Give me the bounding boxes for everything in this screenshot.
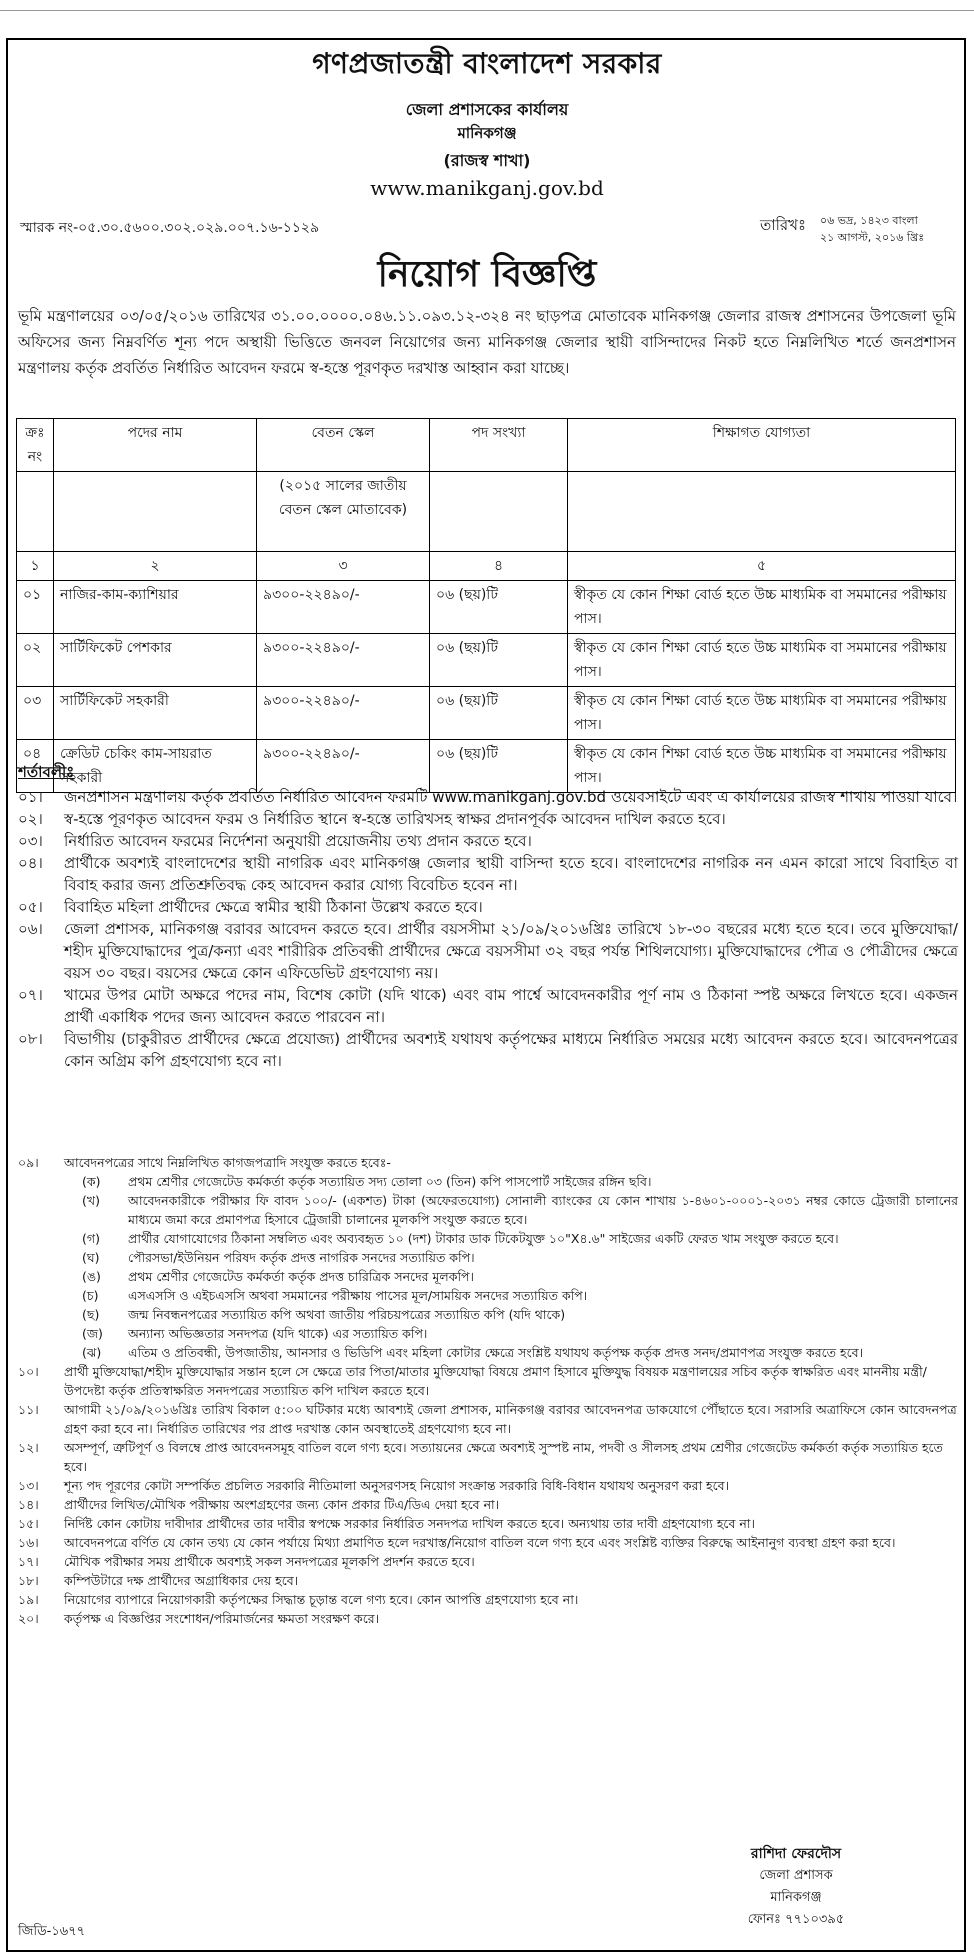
term-item xyxy=(18,1609,958,1628)
row-qualification: স্বীকৃত যে কোন শিক্ষা বোর্ড হতে উচ্চ মাধ্যমিক বা সমমানের পরীক্ষায় পাস। xyxy=(568,634,956,687)
sub-text: এতিম ও প্রতিবন্ধী, উপজাতীয়, আনসার ও ভিডিপি এবং মহিলা কোটার ক্ষেত্রে সংশ্লিষ্ট যথাযথ কর্তৃপক্ষ কর্তৃক প্রদত্ত সনদ/প্রমাণপত্র সংযুক্ত করতে হবে। xyxy=(128,1345,864,1360)
sub-text: এসএসসি ও এইচএসসি অথবা সমমানের পরীক্ষায় পাসের মূল/সাময়িক সনদের সত্যায়িত কপি। xyxy=(128,1288,588,1303)
term-number: ১৯। xyxy=(18,1592,39,1607)
term-text: কর্তৃপক্ষ এ বিজ্ঞপ্তির সংশোধন/পরিমার্জনের ক্ষমতা সংরক্ষণ করে। xyxy=(64,1611,380,1626)
row-scale: ৯৩০০-২২৪৯০/- xyxy=(257,634,430,687)
table-scale-note-row xyxy=(17,472,956,552)
sub-text: আবেদনকারীকে পরীক্ষার ফি বাবদ ১০০/- (একশত) টাকা (অফেরতযোগ্য) সোনালী ব্যাংকের যে কোন শাখায় ১-৪৬০১-০০০১-২০৩১ নম্বর কোডে ট্রেজারী চালানের মাধ্যমে জমা করে প্রমাণপত্র হিসাবে ট্রেজারী চালানের মূলকপি সংযুক্ত করতে হবে। xyxy=(128,1193,958,1227)
row-post: ক্রেডিট চেকিং কাম-সায়রাত সহকারী xyxy=(54,740,257,793)
term-text: নির্ধারিত আবেদন ফরমের নির্দেশনা অনুযায়ী প্রয়োজনীয় তথ্য প্রদান করতে হবে। xyxy=(64,832,532,850)
table-row xyxy=(17,581,956,634)
term-number: ১৬। xyxy=(18,1535,39,1550)
sub-item xyxy=(64,1286,958,1305)
signatory-name: রাশিদা ফেরদৌস xyxy=(750,1846,842,1862)
row-scale: ৯৩০০-২২৪৯০/- xyxy=(257,581,430,634)
term-item xyxy=(18,1362,958,1400)
row-sl: ০৪ xyxy=(17,740,54,793)
term-number: ০৮। xyxy=(18,1030,43,1048)
district-name: মানিকগঞ্জ xyxy=(457,124,517,142)
header-qualification: শিক্ষাগত যোগ্যতা xyxy=(568,419,956,472)
row-sl: ০১ xyxy=(17,581,54,634)
term-item xyxy=(18,918,958,984)
term-text: আগামী ২১/০৯/২০১৬খ্রিঃ তারিখ বিকাল ৫:০০ ঘটিকার মধ্যে আবশ্যই জেলা প্রশাসক, মানিকগঞ্জ বরাবর আবেদনপত্র ডাকযোগে পৌঁছাতে হবে। সরাসরি অত্রাফিসে কোন আবেদনপত্র গ্রহণ করা হবে না। নির্ধারিত তারিখের পর প্রাপ্ত দরখাস্ত কোন অবস্থাতেই গ্রহণযোগ্য হবে না। xyxy=(64,1402,957,1436)
sub-key: (ছ) xyxy=(82,1307,100,1322)
term-number: ১৮। xyxy=(18,1573,39,1588)
date-english: ২১ আগস্ট, ২০১৬ খ্রিঃ xyxy=(820,231,925,244)
header-post: পদের নাম xyxy=(54,419,257,472)
term-item xyxy=(18,1400,958,1438)
col-number: ২ xyxy=(54,552,257,581)
term-number: ২০। xyxy=(18,1611,39,1626)
memo-number: স্মারক নং-০৫.৩০.৫৬০০.৩০২.০২৯.০০৭.১৬-১১২৯ xyxy=(20,220,320,236)
row-post: সার্টিফিকেট সহকারী xyxy=(54,687,257,740)
col-number: ৫ xyxy=(568,552,956,581)
row-scale: ৯৩০০-২২৪৯০/- xyxy=(257,687,430,740)
column-number-row xyxy=(17,552,956,581)
sub-key: (জ) xyxy=(82,1326,103,1341)
row-count: ০৬ (ছয়)টি xyxy=(430,740,568,793)
empty-cell xyxy=(430,472,568,552)
header-count: পদ সংখ্যা xyxy=(430,419,568,472)
row-scale: ৯৩০০-২২৪৯০/- xyxy=(257,740,430,793)
term-text: প্রার্থীকে অবশ্যই বাংলাদেশের স্থায়ী নাগরিক এবং মানিকগঞ্জ জেলার স্থায়ী বাসিন্দা হতে হবে। বাংলাদেশের নাগরিক নন এমন কারো সাথে বিবাহিত বা বিবাহ করার জন্য প্রতিশ্রুতিবদ্ধ কেহ আবেদন করার যোগ্য বিবেচিত হবেন না। xyxy=(64,854,958,894)
signatory-district: মানিকগঞ্জ xyxy=(770,1890,822,1905)
term-number: ০১। xyxy=(18,788,43,806)
col-number: ৩ xyxy=(257,552,430,581)
sub-text: পৌরসভা/ইউনিয়ন পরিষদ কর্তৃক প্রদত্ত নাগরিক সনদের সত্যায়িত কপি। xyxy=(128,1250,475,1265)
term-number: ০৫। xyxy=(18,898,43,916)
scale-note: (২০১৫ সালের জাতীয় বেতন স্কেল মোতাবেক) xyxy=(257,472,430,552)
term-text: বিভাগীয় (চাকুরীরত প্রার্থীদের ক্ষেত্রে প্রযোজ্য) প্রার্থীদের অবশ্যই যথাযথ কর্তৃপক্ষের মাধ্যমে নির্ধারিত সময়ের মধ্যে আবেদন করতে হবে। আবেদনপত্রের কোন অগ্রিম কপি গ্রহণযোগ্য হবে না। xyxy=(64,1030,958,1070)
row-sl: ০৩ xyxy=(17,687,54,740)
term-number: ০৬। xyxy=(18,920,43,938)
sub-key: (ঝ) xyxy=(82,1345,102,1360)
date-label: তারিখঃ xyxy=(760,216,806,234)
term-item xyxy=(18,1476,958,1495)
term-number: ১৭। xyxy=(18,1554,39,1569)
signature-block xyxy=(706,1843,886,1931)
term-item xyxy=(18,830,958,852)
notice-title: নিয়োগ বিজ্ঞপ্তি xyxy=(377,254,597,295)
term-text: স্ব-হস্তে পূরণকৃত আবেদন ফরম ও নির্ধারিত স্থানে স্ব-হস্তে তারিখসহ স্বাক্ষর প্রদানপূর্বক আবেদন দাখিল করতে হবে। xyxy=(64,810,726,828)
term-text: অসম্পূর্ণ, ত্রুটিপূর্ণ ও বিলম্বে প্রাপ্ত আবেদনসমূহ বাতিল বলে গণ্য হবে। সত্যায়নের ক্ষেত্রে অবশ্যই সুস্পষ্ট নাম, পদবী ও সীলসহ প্রথম শ্রেণীর গেজেটেড কর্মকর্তা কর্তৃক সত্যায়িত হতে হবে। xyxy=(64,1440,943,1474)
table-row xyxy=(17,634,956,687)
term-text: প্রার্থীদের লিখিত/মৌখিক পরীক্ষায় অংশগ্রহণের জন্য কোন প্রকার টিএ/ডিএ দেয়া হবে না। xyxy=(64,1497,500,1512)
term-item xyxy=(18,1590,958,1609)
sub-text: প্রথম শ্রেণীর গেজেটেড কর্মকর্তা কর্তৃক প্রদত্ত চারিত্রিক সনদের মূলকপি। xyxy=(128,1269,475,1284)
empty-cell xyxy=(54,472,257,552)
row-post: সার্টিফিকেট পেশকার xyxy=(54,634,257,687)
sub-key: (ঘ) xyxy=(82,1250,100,1265)
term-text: প্রার্থী মুক্তিযোদ্ধা/শহীদ মুক্তিযোদ্ধার সন্তান হলে সে ক্ষেত্রে তার পিতা/মাতার মুক্তিযোদ্ধা বিষয়ে প্রমাণ হিসাবে মুক্তিযুদ্ধ বিষয়ক মন্ত্রণালয়ের সচিব কর্তৃক স্বাক্ষরিত এবং মাননীয় মন্ত্রী/উপদেষ্টা কর্তৃক প্রতিস্বাক্ষরিত সনদপত্রের সত্যায়িত কপি দাখিল করতে হবে। xyxy=(64,1364,927,1398)
term-item xyxy=(18,1571,958,1590)
term-item xyxy=(18,1495,958,1514)
sub-item xyxy=(64,1324,958,1343)
term-text: আবেদনপত্রের সাথে নিম্নলিখিত কাগজপত্রাদি সংযুক্ত করতে হবেঃ- xyxy=(64,1155,391,1170)
row-qualification: স্বীকৃত যে কোন শিক্ষা বোর্ড হতে উচ্চ মাধ্যমিক বা সমমানের পরীক্ষায় পাস। xyxy=(568,687,956,740)
header-sl: ক্রঃ নং xyxy=(17,419,54,472)
table-header-row xyxy=(17,419,956,472)
term-text: জনপ্রশাসন মন্ত্রণালয় কর্তৃক প্রবর্তিত নির্ধারিত আবেদন ফরমটি www.manikganj.gov.bd ওয়েবসাইটে এবং এ কার্যালয়ের রাজস্ব শাখায় পাওয়া যাবে। xyxy=(64,788,958,806)
sub-text: প্রার্থীর যোগাযোগের ঠিকানা সম্বলিত এবং অব্যবহৃত ১০ (দশ) টাকার ডাক টিকেটযুক্ত ১০"X৪.৬" সাইজের একটি ফেরত খাম সংযুক্ত করতে হবে। xyxy=(128,1231,839,1246)
government-heading: গণপ্রজাতন্ত্রী বাংলাদেশ সরকার xyxy=(312,47,662,80)
term-number: ১১। xyxy=(18,1402,39,1417)
table-row xyxy=(17,687,956,740)
term-text: মৌখিক পরীক্ষার সময় প্রার্থীকে অবশ্যই সকল সনদপত্রের মূলকপি প্রদর্শন করতে হবে। xyxy=(64,1554,475,1569)
sub-item xyxy=(64,1172,958,1191)
term-number: ১২। xyxy=(18,1440,39,1455)
row-sl: ০২ xyxy=(17,634,54,687)
header-scale: বেতন স্কেল xyxy=(257,419,430,472)
sub-item xyxy=(64,1267,958,1286)
term-item xyxy=(18,1514,958,1533)
intro-paragraph: ভূমি মন্ত্রণালয়ের ০৩/০৫/২০১৬ তারিখের ৩১.০০.০০০০.০৪৬.১১.০৯৩.১২-৩২৪ নং ছাড়পত্র মোতাবেক মানিকগঞ্জ জেলার রাজস্ব প্রশাসনের উপজেলা ভূমি অফিসের জন্য নিম্নবর্ণিত শূন্য পদে অস্থায়ী ভিত্তিতে জনবল নিয়োগের জন্য মানিকগঞ্জ জেলার স্থায়ী বাসিন্দাদের নিকট হতে নিম্নলিখিত শর্তে জনপ্রশাসন মন্ত্রণালয় কর্তৃক প্রবর্তিত নির্ধারিত আবেদন ফরমে স্ব-হস্তে পূরণকৃত দরখাস্ত আহ্বান করা যাচ্ছে। xyxy=(18,307,956,377)
term-text: জেলা প্রশাসক, মানিকগঞ্জ বরাবর আবেদন করতে হবে। প্রার্থীর বয়সসীমা ২১/০৯/২০১৬খ্রিঃ তারিখে ১৮-৩০ বছরের মধ্যে হতে হবে। তবে মুক্তিযোদ্ধা/শহীদ মুক্তিযোদ্ধাদের পুত্র/কন্যা এবং শারীরিক প্রতিবন্ধী প্রার্থীদের ক্ষেত্রে বয়সসীমা ৩২ বছর পর্যন্ত শিথিলযোগ্য। মুক্তিযোদ্ধাদের পৌত্র ও পৌত্রীদের ক্ষেত্রে বয়স ৩০ বছর। বয়সের ক্ষেত্রে কোন এফিডেভিট গ্রহণযোগ্য নয়। xyxy=(64,920,958,982)
term-number: ১০। xyxy=(18,1364,39,1379)
term-number: ১৫। xyxy=(18,1516,39,1531)
sub-key: (চ) xyxy=(82,1288,99,1303)
row-count: ০৬ (ছয়)টি xyxy=(430,634,568,687)
footer-code: জিডি-১৬৭৭ xyxy=(18,1924,86,1939)
sub-item xyxy=(64,1248,958,1267)
row-post: নাজির-কাম-ক্যাশিয়ার xyxy=(54,581,257,634)
term-text: আবেদনপত্রে বর্ণিত যে কোন তথ্য যে কোন পর্যায়ে মিথ্যা প্রমাণিত হলে দরখাস্ত/নিয়োগ বাতিল বলে গণ্য হবে এবং সংশ্লিষ্ট ব্যক্তির বিরুদ্ধে আইনানুগ ব্যবস্থা গ্রহণ করা হবে। xyxy=(64,1535,896,1550)
sub-item xyxy=(64,1343,958,1362)
term-text: খামের উপর মোটা অক্ষরে পদের নাম, বিশেষ কোটা (যদি থাকে) এবং বাম পার্শ্বে আবেদনকারীর পূর্ণ নাম ও ঠিকানা স্পষ্ট অক্ষরে লিখতে হবে। একজন প্রার্থী একাধিক পদের জন্য আবেদন করতে পারবেন না। xyxy=(64,986,958,1026)
office-name: জেলা প্রশাসকের কার্যালয় xyxy=(405,100,569,119)
sub-item xyxy=(64,1191,958,1229)
posts-table xyxy=(16,418,956,793)
top-clipped-text xyxy=(0,0,974,11)
sub-item xyxy=(64,1229,958,1248)
website-url: www.manikganj.gov.bd xyxy=(370,176,604,200)
term-number: ০৩। xyxy=(18,832,43,850)
term-text: কম্পিউটারে দক্ষ প্রার্থীদের অগ্রাধিকার দেয় হবে। xyxy=(64,1573,299,1588)
branch-name: (রাজস্ব শাখা) xyxy=(443,151,531,170)
sub-item xyxy=(64,1305,958,1324)
terms-continued xyxy=(18,1153,958,1628)
term-item xyxy=(18,1533,958,1552)
term-number: ১৩। xyxy=(18,1478,39,1493)
row-qualification: স্বীকৃত যে কোন শিক্ষা বোর্ড হতে উচ্চ মাধ্যমিক বা সমমানের পরীক্ষায় পাস। xyxy=(568,581,956,634)
col-number: ১ xyxy=(17,552,54,581)
term-item xyxy=(18,1552,958,1571)
term-number: ০৪। xyxy=(18,854,43,872)
sub-text: অন্যান্য অভিজ্ঞতার সনদপত্র (যদি থাকে) এর সত্যায়িত কপি। xyxy=(128,1326,428,1341)
col-number: ৪ xyxy=(430,552,568,581)
term-item xyxy=(18,984,958,1028)
term-number: ০২। xyxy=(18,810,43,828)
term-number: ০৭। xyxy=(18,986,43,1004)
sub-key: (ক) xyxy=(82,1174,101,1189)
term-item xyxy=(18,1438,958,1476)
term-item xyxy=(18,786,958,808)
row-count: ০৬ (ছয়)টি xyxy=(430,687,568,740)
term-number: ১৪। xyxy=(18,1497,39,1512)
term-number: ০৯। xyxy=(18,1155,39,1170)
signatory-phone: ফোনঃ ৭৭১০৩৯৫ xyxy=(747,1912,845,1927)
sub-key: (ঙ) xyxy=(82,1269,101,1284)
term-text: বিবাহিত মহিলা প্রার্থীদের ক্ষেত্রে স্বামীর স্থায়ী ঠিকানা উল্লেখ করতে হবে। xyxy=(64,898,483,916)
term-item xyxy=(18,1153,958,1172)
term-item xyxy=(18,1028,958,1072)
sub-text: জন্ম নিবন্ধনপত্রের সত্যায়িত কপি অথবা জাতীয় পরিচয়পত্রের সত্যায়িত কপি (যদি থাকে) xyxy=(128,1307,566,1322)
date-bangla: ০৬ ভদ্র, ১৪২৩ বাংলা xyxy=(820,214,918,227)
terms-section xyxy=(18,761,958,1072)
term-item xyxy=(18,896,958,918)
sub-text: প্রথম শ্রেণীর গেজেটেড কর্মকর্তা কর্তৃক সত্যায়িত সদ্য তোলা ০৩ (তিন) কপি পাসপোর্ট সাইজের রঙ্গিন ছবি। xyxy=(128,1174,652,1189)
row-count: ০৬ (ছয়)টি xyxy=(430,581,568,634)
empty-cell xyxy=(17,472,54,552)
sub-key: (খ) xyxy=(82,1193,100,1208)
sub-key: (গ) xyxy=(82,1231,100,1246)
terms-title: শর্তাবলীঃ xyxy=(18,763,75,781)
term-item xyxy=(18,808,958,830)
row-qualification: স্বীকৃত যে কোন শিক্ষা বোর্ড হতে উচ্চ মাধ্যমিক বা সমমানের পরীক্ষায় পাস। xyxy=(568,740,956,793)
empty-cell xyxy=(568,472,956,552)
term-text: নিয়োগের ব্যাপারে নিয়োগকারী কর্তৃপক্ষের সিদ্ধান্ত চূড়ান্ত বলে গণ্য হবে। কোন আপত্তি গ্রহণযোগ্য হবে না। xyxy=(64,1592,579,1607)
signatory-designation: জেলা প্রশাসক xyxy=(759,1868,833,1883)
term-text: নির্দিষ্ট কোন কোটায় দাবীদার প্রার্থীদের তার দাবীর স্বপক্ষে সরকার নির্ধারিত সনদপত্র দাখিল করতে হবে। অন্যথায় তার দাবী গ্রহণযোগ্য হবে না। xyxy=(64,1516,755,1531)
term-text: শূন্য পদ পূরণের কোটা সম্পর্কিত প্রচলিত সরকারি নীতিমালা অনুসরণসহ নিয়োগ সংক্রান্ত সরকারি বিধি-বিধান যথাযথ অনুসরণ করা হবে। xyxy=(64,1478,730,1493)
term-item xyxy=(18,852,958,896)
